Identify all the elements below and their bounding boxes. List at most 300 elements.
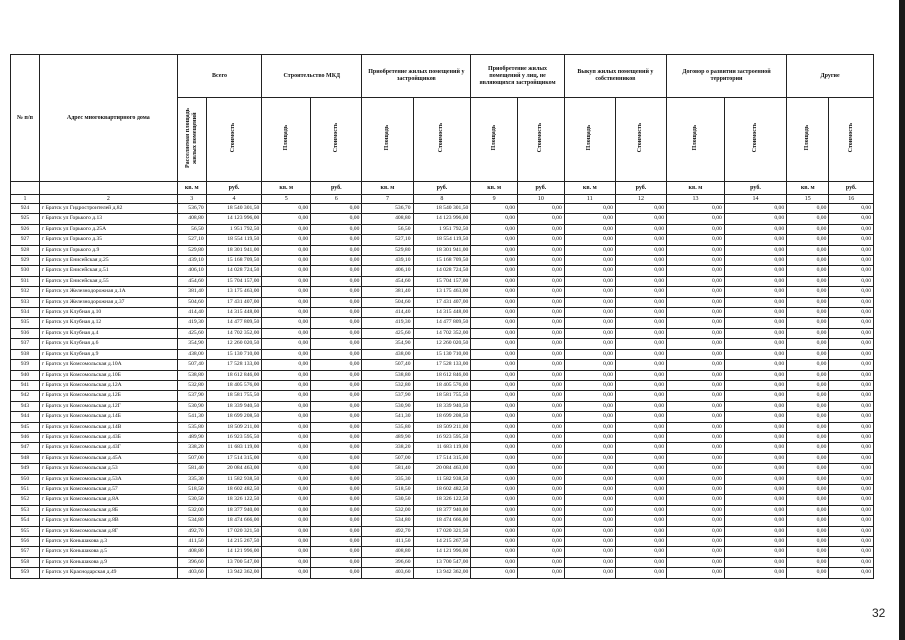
row-total-cost: 18 326 122,50 [206,495,262,505]
row-other-area: 0,00 [787,276,829,286]
row-other-area: 0,00 [787,328,829,338]
row-other-area: 0,00 [787,453,829,463]
row-other-area: 0,00 [787,484,829,494]
row-construction-cost: 0,00 [311,266,362,276]
row-other-area: 0,00 [471,214,518,224]
row-total-cost: 18 301 941,00 [206,245,262,255]
row-other-cost: 0,00 [518,516,565,526]
column-number: 13 [667,195,725,204]
table-row [11,474,874,484]
row-total-area: 454,60 [177,276,206,286]
row-number: 929 [11,256,40,266]
row-construction-area: 0,00 [262,422,311,432]
row-number: 945 [11,422,40,432]
row-other-area: 0,00 [471,568,518,578]
row-other-area: 0,00 [471,339,518,349]
row-other-cost: 0,00 [724,256,786,266]
row-other-cost: 0,00 [615,360,666,370]
row-developer-cost: 15 168 709,50 [413,256,471,266]
row-other-area: 0,00 [564,401,615,411]
row-other-area: 0,00 [787,537,829,547]
row-address: г Братск ул Горького д.35 [39,235,177,245]
row-total-cost: 18 339 940,50 [206,401,262,411]
row-other-area: 0,00 [667,339,725,349]
row-total-area: 538,80 [177,370,206,380]
row-other-cost: 0,00 [829,318,874,328]
row-other-cost: 0,00 [829,235,874,245]
row-other-cost: 0,00 [829,245,874,255]
row-developer-cost: 11 582 938,50 [413,474,471,484]
row-other-area: 0,00 [564,412,615,422]
row-other-cost: 0,00 [615,256,666,266]
row-construction-area: 0,00 [262,224,311,234]
row-other-area: 0,00 [787,391,829,401]
row-other-cost: 0,00 [518,412,565,422]
row-other-cost: 0,00 [615,328,666,338]
row-number: 952 [11,495,40,505]
row-other-area: 0,00 [471,526,518,536]
row-other-cost: 0,00 [724,412,786,422]
row-other-area: 0,00 [471,464,518,474]
row-other-cost: 0,00 [518,495,565,505]
row-other-cost: 0,00 [829,484,874,494]
row-other-area: 0,00 [564,224,615,234]
row-other-cost: 0,00 [724,537,786,547]
row-address: г Братск ул Комсомольская д.12Б [39,391,177,401]
row-address: г Братск ул Железнодорожная д.37 [39,297,177,307]
row-developer-cost: 15 130 710,00 [413,349,471,359]
row-developer-cost: 14 477 809,50 [413,318,471,328]
row-other-cost: 0,00 [518,318,565,328]
row-other-cost: 0,00 [518,432,565,442]
row-other-area: 0,00 [471,276,518,286]
row-other-cost: 0,00 [724,360,786,370]
row-other-area: 0,00 [471,412,518,422]
row-other-cost: 0,00 [518,484,565,494]
unit-cost: руб. [829,182,874,195]
row-developer-cost: 18 377 940,00 [413,505,471,515]
row-total-cost: 18 509 211,00 [206,422,262,432]
row-total-area: 532,80 [177,380,206,390]
row-total-area: 419,30 [177,318,206,328]
row-other-cost: 0,00 [615,495,666,505]
row-other-area: 0,00 [787,474,829,484]
row-other-cost: 0,00 [518,547,565,557]
row-developer-cost: 17 528 133,00 [413,360,471,370]
row-developer-area: 408,80 [362,547,413,557]
group-development-agreement: Договор о развитии застроенной территории [667,55,787,98]
row-developer-area: 527,10 [362,235,413,245]
row-total-area: 535,80 [177,422,206,432]
row-total-area: 504,60 [177,297,206,307]
unit-cost: руб. [724,182,786,195]
subheader-area: Площадь [262,98,311,182]
row-other-area: 0,00 [471,204,518,214]
row-other-area: 0,00 [471,349,518,359]
row-number: 957 [11,547,40,557]
row-total-cost: 11 683 119,00 [206,443,262,453]
row-number: 936 [11,328,40,338]
subheader-area: Площадь [787,98,829,182]
row-other-area: 0,00 [564,453,615,463]
row-other-cost: 0,00 [518,235,565,245]
row-other-area: 0,00 [787,547,829,557]
row-other-cost: 0,00 [518,308,565,318]
unit-empty [39,182,177,195]
row-other-area: 0,00 [787,495,829,505]
row-other-cost: 0,00 [615,235,666,245]
row-construction-cost: 0,00 [311,349,362,359]
row-number: 947 [11,443,40,453]
table-row [11,224,874,234]
row-other-area: 0,00 [667,453,725,463]
row-other-cost: 0,00 [829,516,874,526]
row-developer-cost: 17 431 407,00 [413,297,471,307]
row-other-area: 0,00 [667,276,725,286]
row-developer-area: 335,30 [362,474,413,484]
column-number: 8 [413,195,471,204]
row-total-cost: 14 702 352,00 [206,328,262,338]
row-other-cost: 0,00 [518,568,565,578]
row-other-cost: 0,00 [724,318,786,328]
row-address: г Братск ул Клубная д.4 [39,328,177,338]
unit-cost: руб. [206,182,262,195]
row-total-area: 439,10 [177,256,206,266]
row-developer-area: 492,70 [362,526,413,536]
column-number: 2 [39,195,177,204]
row-total-cost: 14 477 809,50 [206,318,262,328]
row-other-area: 0,00 [787,297,829,307]
row-address: г Братск ул Горького д.13 [39,214,177,224]
row-developer-area: 507,40 [362,360,413,370]
row-construction-cost: 0,00 [311,370,362,380]
header-address: Адрес многоквартирного дома [39,55,177,182]
table-row [11,484,874,494]
row-other-area: 0,00 [564,505,615,515]
row-other-cost: 0,00 [829,464,874,474]
row-other-area: 0,00 [667,474,725,484]
row-other-cost: 0,00 [518,360,565,370]
row-construction-cost: 0,00 [311,474,362,484]
row-other-cost: 0,00 [615,318,666,328]
row-construction-area: 0,00 [262,266,311,276]
row-construction-cost: 0,00 [311,443,362,453]
row-other-area: 0,00 [787,308,829,318]
row-other-cost: 0,00 [829,308,874,318]
row-address: г Братск ул Комсомольская д.45А [39,453,177,463]
row-construction-cost: 0,00 [311,401,362,411]
subheader-cost: Стоимость [311,98,362,182]
row-other-area: 0,00 [667,308,725,318]
row-other-area: 0,00 [667,537,725,547]
row-other-area: 0,00 [787,401,829,411]
row-other-cost: 0,00 [518,339,565,349]
row-other-area: 0,00 [787,568,829,578]
row-other-cost: 0,00 [829,422,874,432]
row-total-cost: 14 215 267,50 [206,537,262,547]
row-other-cost: 0,00 [829,256,874,266]
row-total-cost: 17 528 133,00 [206,360,262,370]
table-row [11,349,874,359]
row-other-area: 0,00 [787,256,829,266]
row-construction-area: 0,00 [262,380,311,390]
row-construction-area: 0,00 [262,308,311,318]
row-construction-cost: 0,00 [311,256,362,266]
row-number: 958 [11,557,40,567]
row-other-area: 0,00 [667,328,725,338]
row-other-area: 0,00 [471,235,518,245]
column-number: 10 [518,195,565,204]
row-address: г Братск ул Коньшакова д.5 [39,547,177,557]
row-developer-area: 535,80 [362,422,413,432]
row-developer-cost: 15 704 157,00 [413,276,471,286]
row-other-area: 0,00 [667,380,725,390]
row-other-cost: 0,00 [518,266,565,276]
row-other-cost: 0,00 [724,557,786,567]
row-number: 926 [11,224,40,234]
row-other-cost: 0,00 [829,505,874,515]
row-number: 939 [11,360,40,370]
row-number: 953 [11,505,40,515]
row-other-cost: 0,00 [615,245,666,255]
row-other-cost: 0,00 [829,214,874,224]
row-address: г Братск ул Клубная д.10 [39,308,177,318]
row-other-area: 0,00 [667,245,725,255]
row-construction-area: 0,00 [262,568,311,578]
row-developer-cost: 12 260 020,50 [413,339,471,349]
row-number: 940 [11,370,40,380]
row-number: 959 [11,568,40,578]
row-developer-area: 438,00 [362,349,413,359]
row-other-area: 0,00 [564,328,615,338]
row-total-area: 507,40 [177,360,206,370]
row-other-cost: 0,00 [724,432,786,442]
row-other-cost: 0,00 [615,568,666,578]
row-other-cost: 0,00 [615,474,666,484]
row-other-cost: 0,00 [724,453,786,463]
row-other-area: 0,00 [564,204,615,214]
row-developer-cost: 18 699 208,50 [413,412,471,422]
row-construction-cost: 0,00 [311,328,362,338]
row-construction-cost: 0,00 [311,412,362,422]
row-other-cost: 0,00 [724,516,786,526]
row-address: г Братск ул Комсомольская д.8Б [39,505,177,515]
row-other-cost: 0,00 [518,401,565,411]
subheader-area: Площадь [471,98,518,182]
row-construction-cost: 0,00 [311,224,362,234]
row-address: г Братск ул Комсомольская д.14В [39,422,177,432]
row-other-cost: 0,00 [724,276,786,286]
row-total-area: 396,60 [177,557,206,567]
row-developer-cost: 16 923 595,50 [413,432,471,442]
row-developer-cost: 18 326 122,50 [413,495,471,505]
row-other-area: 0,00 [471,360,518,370]
row-number: 946 [11,432,40,442]
row-address: г Братск ул Комсомольская д.8Г [39,526,177,536]
row-developer-cost: 18 405 576,00 [413,380,471,390]
row-construction-area: 0,00 [262,453,311,463]
row-other-area: 0,00 [787,204,829,214]
group-construction: Строительство МКД [262,55,362,98]
row-other-cost: 0,00 [518,214,565,224]
row-other-cost: 0,00 [724,422,786,432]
row-other-cost: 0,00 [724,214,786,224]
row-other-cost: 0,00 [615,484,666,494]
row-total-area: 425,60 [177,328,206,338]
row-other-area: 0,00 [564,484,615,494]
row-other-area: 0,00 [667,349,725,359]
table-row [11,516,874,526]
row-construction-area: 0,00 [262,235,311,245]
row-construction-cost: 0,00 [311,505,362,515]
resettlement-table [10,54,874,579]
row-construction-area: 0,00 [262,349,311,359]
row-other-cost: 0,00 [615,391,666,401]
row-other-area: 0,00 [471,422,518,432]
row-other-cost: 0,00 [724,505,786,515]
row-other-cost: 0,00 [615,204,666,214]
row-other-cost: 0,00 [615,401,666,411]
row-other-area: 0,00 [667,484,725,494]
row-number: 935 [11,318,40,328]
row-number: 932 [11,287,40,297]
row-construction-area: 0,00 [262,204,311,214]
column-number: 16 [829,195,874,204]
row-total-cost: 20 084 463,00 [206,464,262,474]
table-row [11,432,874,442]
row-developer-area: 419,30 [362,318,413,328]
row-other-area: 0,00 [471,495,518,505]
row-developer-area: 532,80 [362,380,413,390]
row-other-cost: 0,00 [829,204,874,214]
row-other-cost: 0,00 [518,537,565,547]
row-address: г Братск ул Клубная д.9 [39,349,177,359]
row-total-area: 408,80 [177,214,206,224]
row-other-cost: 0,00 [724,235,786,245]
unit-cost: руб. [311,182,362,195]
row-total-area: 406,10 [177,266,206,276]
row-other-cost: 0,00 [829,557,874,567]
row-construction-cost: 0,00 [311,526,362,536]
row-other-area: 0,00 [667,235,725,245]
row-other-area: 0,00 [564,339,615,349]
row-total-area: 381,40 [177,287,206,297]
row-total-cost: 18 474 666,00 [206,516,262,526]
column-number: 4 [206,195,262,204]
unit-cost: руб. [518,182,565,195]
row-other-area: 0,00 [471,557,518,567]
row-other-cost: 0,00 [615,266,666,276]
column-number: 6 [311,195,362,204]
row-address: г Братск ул Комсомольская д.43Г [39,443,177,453]
row-total-area: 354,90 [177,339,206,349]
row-construction-area: 0,00 [262,214,311,224]
row-developer-area: 541,30 [362,412,413,422]
unit-empty [11,182,40,195]
row-other-area: 0,00 [471,297,518,307]
row-other-cost: 0,00 [518,391,565,401]
row-construction-cost: 0,00 [311,245,362,255]
row-developer-cost: 18 612 846,00 [413,370,471,380]
row-number: 954 [11,516,40,526]
row-construction-area: 0,00 [262,474,311,484]
row-other-cost: 0,00 [724,474,786,484]
row-developer-area: 489,90 [362,432,413,442]
row-construction-cost: 0,00 [311,235,362,245]
row-other-cost: 0,00 [724,339,786,349]
column-number: 15 [787,195,829,204]
subheader-cost: Стоимость [724,98,786,182]
row-other-cost: 0,00 [615,505,666,515]
row-address: г Братск ул Коньшакова д.9 [39,557,177,567]
row-other-cost: 0,00 [829,432,874,442]
row-other-area: 0,00 [564,443,615,453]
row-total-area: 507,00 [177,453,206,463]
row-other-cost: 0,00 [724,266,786,276]
row-other-area: 0,00 [667,204,725,214]
row-other-cost: 0,00 [615,422,666,432]
row-other-area: 0,00 [787,557,829,567]
row-other-area: 0,00 [564,495,615,505]
row-total-cost: 17 020 321,50 [206,526,262,536]
row-developer-cost: 17 020 321,50 [413,526,471,536]
row-construction-cost: 0,00 [311,297,362,307]
row-total-cost: 17 514 315,00 [206,453,262,463]
row-address: г Братск ул Горького д.9 [39,245,177,255]
row-number: 930 [11,266,40,276]
row-other-cost: 0,00 [615,537,666,547]
row-total-area: 527,10 [177,235,206,245]
table-row [11,557,874,567]
row-other-cost: 0,00 [829,537,874,547]
row-other-area: 0,00 [667,443,725,453]
row-other-area: 0,00 [787,516,829,526]
table-row [11,245,874,255]
row-other-cost: 0,00 [518,287,565,297]
row-construction-area: 0,00 [262,276,311,286]
row-construction-cost: 0,00 [311,391,362,401]
row-total-cost: 18 602 482,50 [206,484,262,494]
row-other-area: 0,00 [564,568,615,578]
row-other-cost: 0,00 [615,557,666,567]
row-other-cost: 0,00 [829,349,874,359]
row-other-cost: 0,00 [518,464,565,474]
row-other-area: 0,00 [471,308,518,318]
table-body [11,204,874,579]
row-address: г Братск ул Енисейская д.55 [39,276,177,286]
row-developer-cost: 14 123 996,00 [413,214,471,224]
row-other-cost: 0,00 [518,245,565,255]
row-number: 937 [11,339,40,349]
row-other-area: 0,00 [667,557,725,567]
row-construction-area: 0,00 [262,495,311,505]
row-developer-cost: 13 175 463,00 [413,287,471,297]
row-construction-cost: 0,00 [311,568,362,578]
header-num: № п/п [11,55,40,182]
row-developer-cost: 18 301 941,00 [413,245,471,255]
row-number: 949 [11,464,40,474]
table-row [11,360,874,370]
row-construction-cost: 0,00 [311,287,362,297]
row-developer-area: 536,70 [362,204,413,214]
row-other-area: 0,00 [564,391,615,401]
row-construction-area: 0,00 [262,256,311,266]
row-other-area: 0,00 [564,380,615,390]
row-total-cost: 18 554 119,50 [206,235,262,245]
row-total-area: 536,70 [177,204,206,214]
row-other-area: 0,00 [667,287,725,297]
row-number: 927 [11,235,40,245]
